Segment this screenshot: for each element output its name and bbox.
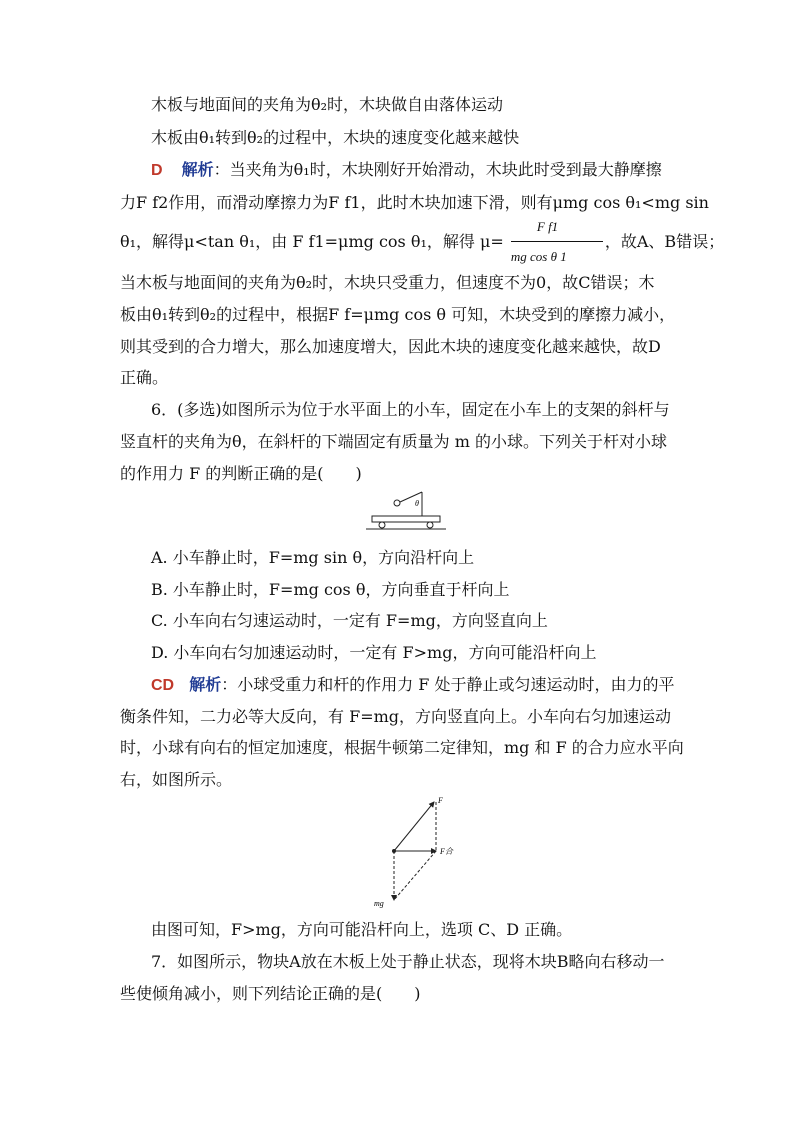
wheel-left [379,522,385,528]
small-ball [394,500,400,506]
q6-conclusion: 由图可知，F>mg，方向可能沿杆向上，选项 C、D 正确。 [151,920,573,939]
analysis-text: ：当夹角为θ₁时，木块刚好开始滑动，木块此时受到最大静摩擦 [213,160,662,179]
q5-analysis-line-3 [120,218,725,264]
q6-analysis-line-1 [151,675,675,696]
fraction [510,218,603,264]
q6-option-d: D. 小车向右匀加速运动时，一定有 F>mg，方向可能沿杆向上 [151,643,597,662]
answer-key: CD [151,677,175,694]
angle-theta-label: θ [415,499,419,508]
cart-body [372,516,440,522]
q6-analysis-line-2: 衡条件知，二力必等大反向，有 F=mg，方向竖直向上。小车向右匀加速运动 [120,707,672,726]
label-mg: mg [374,899,384,908]
q5-analysis-line-6: 则其受到的合力增大，那么加速度增大，因此木块的速度变化越来越快，故D [120,337,661,356]
fraction-numerator: F f1 [536,218,559,234]
q6-stem-line-2: 竖直杆的夹角为θ，在斜杆的下端固定有质量为 m 的小球。下列关于杆对小球 [120,432,667,451]
force-diagram [366,792,466,912]
dashed-diagonal [394,851,436,900]
fraction-denominator: mg cos θ 1 [510,248,567,264]
q7-stem-line-2: 些使倾角减小，则下列结论正确的是( ) [120,984,421,1003]
cart-figure [366,486,446,532]
force-F-arrow [394,802,434,851]
q6-option-b: B. 小车静止时，F=mg cos θ，方向垂直于杆向上 [151,580,510,599]
analysis-label: 解析 [189,675,222,694]
q5-analysis-line-5: 板由θ₁转到θ₂的过程中，根据F f=μmg cos θ 可知，木块受到的摩擦力减小， [120,305,676,324]
q6-analysis-line-4: 右，如图所示。 [120,770,233,789]
ball-point [392,849,396,853]
q6-analysis-line-3: 时，小球有向右的恒定加速度，根据牛顿第二定律知，mg 和 F 的合力应水平向 [120,738,684,757]
q6-stem-line-1: 6．(多选)如图所示为位于水平面上的小车，固定在小车上的支架的斜杆与 [151,400,670,419]
answer-key: D [151,162,163,179]
q5-option-d: 木板由θ₁转到θ₂的过程中，木块的速度变化越来越快 [151,128,520,147]
fraction-bar [511,241,603,242]
q6-option-a: A. 小车静止时，F=mg sin θ，方向沿杆向上 [151,548,475,567]
q6-stem-line-3: 的作用力 F 的判断正确的是( ) [120,464,362,483]
q7-stem-line-1: 7．如图所示，物块A放在木板上处于静止状态，现将木块B略向右移动一 [151,952,665,971]
q5-analysis-line-4: 当木板与地面间的夹角为θ₂时，木块只受重力，但速度不为0，故C错误；木 [120,273,655,292]
wheel-right [427,522,433,528]
label-F: F [438,796,443,805]
analysis-label: 解析 [181,160,214,179]
analysis-text: θ₁，解得μ<tan θ₁，由 F f1=μmg cos θ₁，解得 μ= [120,232,504,251]
q5-analysis-line-1 [151,160,662,181]
q6-option-c: C. 小车向右匀速运动时，一定有 F=mg，方向竖直向上 [151,611,548,630]
q5-option-c: 木板与地面间的夹角为θ₂时，木块做自由落体运动 [151,95,504,114]
q5-analysis-line-7: 正确。 [120,368,169,387]
label-F-net: F合 [440,847,453,856]
q5-analysis-line-2: 力F f2作用，而滑动摩擦力为F f1，此时木块加速下滑，则有μmg cos θ₁<mg sin [120,193,709,212]
analysis-text: ：小球受重力和杆的作用力 F 处于静止或匀速运动时，由力的平 [221,675,675,694]
analysis-text: ，故A、B错误； [604,232,725,251]
